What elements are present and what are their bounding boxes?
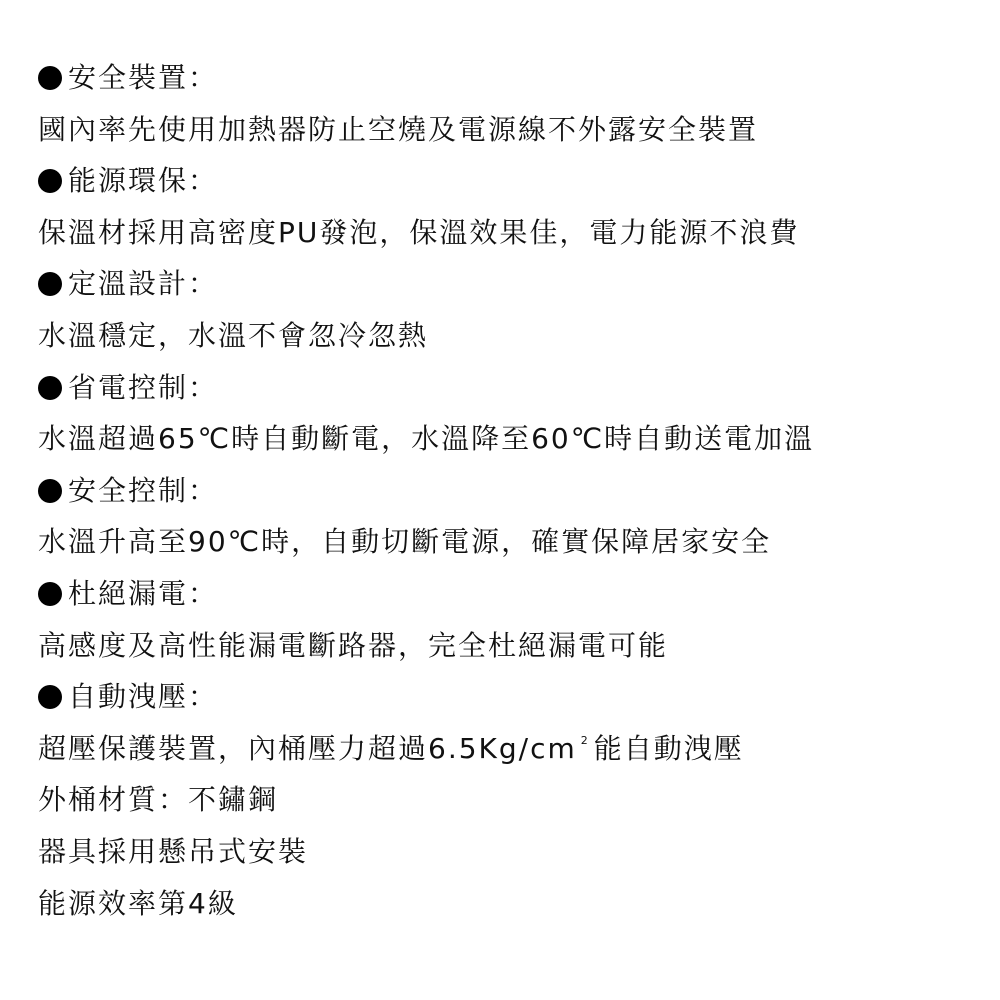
section-heading	[38, 155, 978, 207]
superscript: 2	[580, 733, 588, 747]
section-body: 國內率先使用加熱器防止空燒及電源線不外露安全裝置	[38, 112, 759, 146]
spec-document	[38, 52, 978, 929]
section-heading	[38, 568, 978, 620]
section-heading	[38, 362, 978, 414]
heading-text: 安全裝置：	[68, 61, 219, 94]
bullet-icon	[38, 169, 62, 193]
body-text: 超壓保護裝置，內桶壓力超過6.5Kg/cm	[38, 731, 577, 765]
section-body: 保溫材採用高密度PU發泡，保溫效果佳，電力能源不浪費	[38, 215, 800, 249]
heading-text: 省電控制：	[68, 370, 219, 404]
section-body: 水溫穩定，水溫不會忽冷忽熱	[38, 318, 429, 352]
bullet-icon	[38, 272, 62, 296]
heading-text: 安全控制：	[68, 473, 219, 507]
spec-note: 器具採用懸吊式安裝	[38, 834, 309, 868]
section-heading	[38, 52, 978, 104]
spec-note: 外桶材質：不鏽鋼	[38, 783, 279, 817]
spec-note: 能源效率第4級	[38, 886, 238, 920]
section-body: 水溫升高至90℃時，自動切斷電源，確實保障居家安全	[38, 525, 772, 559]
heading-text: 杜絕漏電：	[68, 576, 219, 610]
heading-text: 定溫設計：	[68, 267, 219, 301]
bullet-icon	[38, 685, 62, 709]
section-heading	[38, 671, 978, 723]
section-heading	[38, 465, 978, 517]
heading-text: 能源環保：	[68, 164, 219, 198]
section-body	[38, 723, 978, 775]
bullet-icon	[38, 66, 62, 90]
bullet-icon	[38, 479, 62, 503]
section-body: 高感度及高性能漏電斷路器，完全杜絕漏電可能	[38, 628, 669, 662]
section-heading	[38, 258, 978, 310]
heading-text: 自動洩壓：	[68, 680, 219, 714]
bullet-icon	[38, 582, 62, 606]
body-text: 能自動洩壓	[593, 731, 744, 765]
section-body: 水溫超過65℃時自動斷電，水溫降至60℃時自動送電加溫	[38, 422, 815, 456]
bullet-icon	[38, 376, 62, 400]
